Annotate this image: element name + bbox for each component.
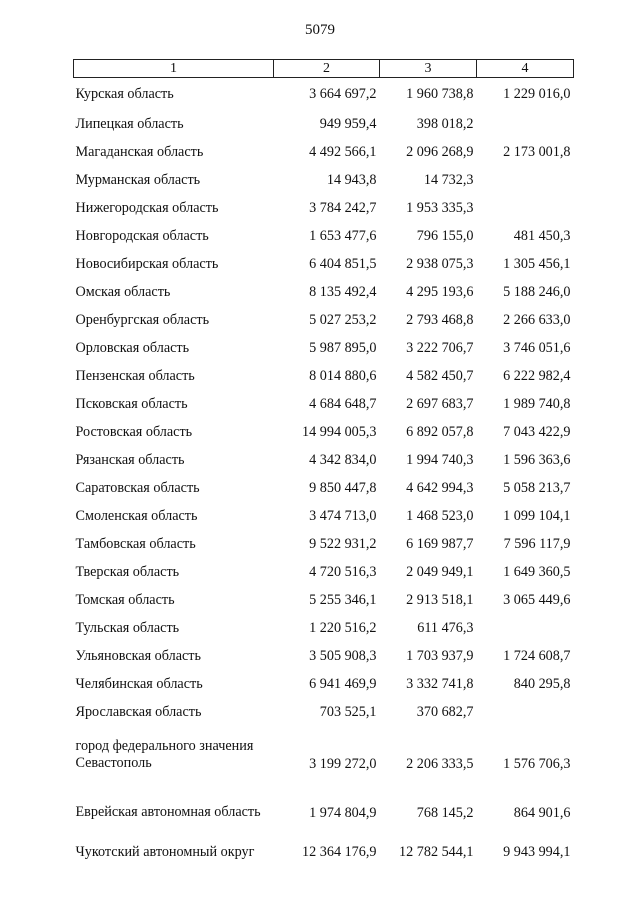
value-col-2: 5 255 346,1 <box>309 592 377 608</box>
value-col-4: 2 173 001,8 <box>503 144 571 160</box>
region-name: Мурманская область <box>75 172 201 188</box>
value-col-2: 3 664 697,2 <box>309 86 377 102</box>
region-name: Ростовская область <box>75 424 193 440</box>
region-name: Ярославская область <box>75 704 202 720</box>
value-col-3: 796 155,0 <box>416 228 474 244</box>
value-col-2: 3 505 908,3 <box>309 648 377 664</box>
table-row <box>74 334 574 362</box>
region-name: Магаданская область <box>75 144 204 160</box>
table-row <box>74 278 574 306</box>
table-row <box>74 306 574 334</box>
value-col-3: 2 206 333,5 <box>406 756 474 772</box>
table-row <box>74 670 574 698</box>
value-col-3: 2 793 468,8 <box>406 312 474 328</box>
region-name: Пензенская область <box>75 368 195 384</box>
value-col-2: 703 525,1 <box>319 704 377 720</box>
value-col-2: 9 850 447,8 <box>309 480 377 496</box>
table-row <box>74 726 574 775</box>
region-name: Липецкая область <box>75 116 184 132</box>
value-col-3: 2 096 268,9 <box>406 144 474 160</box>
region-name: Саратовская область <box>75 480 200 496</box>
value-col-3: 4 642 994,3 <box>406 480 474 496</box>
value-col-2: 949 959,4 <box>319 116 377 132</box>
regions-table <box>73 59 574 864</box>
value-col-3: 1 994 740,3 <box>406 452 474 468</box>
value-col-3: 4 582 450,7 <box>406 368 474 384</box>
table-row <box>74 166 574 194</box>
value-col-3: 1 468 523,0 <box>406 508 474 524</box>
value-col-3: 2 049 949,1 <box>406 564 474 580</box>
value-col-4: 1 724 608,7 <box>503 648 571 664</box>
value-col-3: 2 938 075,3 <box>406 256 474 272</box>
value-col-4 <box>477 194 574 222</box>
value-col-3: 611 476,3 <box>417 620 474 636</box>
value-col-3: 2 697 683,7 <box>406 396 474 412</box>
column-header-3: 3 <box>380 60 477 78</box>
value-col-2: 4 684 648,7 <box>309 396 377 412</box>
region-name: Новосибирская область <box>75 256 219 272</box>
table-row <box>74 110 574 138</box>
region-name: Тверская область <box>75 564 180 580</box>
table-row <box>74 824 574 864</box>
value-col-2: 4 720 516,3 <box>309 564 377 580</box>
value-col-3: 12 782 544,1 <box>399 844 474 860</box>
value-col-4: 6 222 982,4 <box>503 368 571 384</box>
value-col-3: 3 332 741,8 <box>406 676 474 692</box>
value-col-2: 3 199 272,0 <box>309 756 377 772</box>
value-col-2: 3 784 242,7 <box>309 200 377 216</box>
value-col-2: 3 474 713,0 <box>309 508 377 524</box>
value-col-4: 7 043 422,9 <box>503 424 571 440</box>
value-col-4: 1 596 363,6 <box>503 452 571 468</box>
value-col-3: 370 682,7 <box>416 704 474 720</box>
table-row <box>74 642 574 670</box>
value-col-3: 14 732,3 <box>423 172 474 188</box>
value-col-2: 8 135 492,4 <box>309 284 377 300</box>
value-col-4 <box>477 698 574 726</box>
value-col-4: 3 065 449,6 <box>503 592 571 608</box>
value-col-2: 1 220 516,2 <box>309 620 377 636</box>
table-row <box>74 474 574 502</box>
value-col-3: 2 913 518,1 <box>406 592 474 608</box>
value-col-2: 5 027 253,2 <box>309 312 377 328</box>
region-name: Орловская область <box>75 340 190 356</box>
value-col-3: 3 222 706,7 <box>406 340 474 356</box>
value-col-3: 1 703 937,9 <box>406 648 474 664</box>
region-name: Оренбургская область <box>75 312 210 328</box>
value-col-4: 864 901,6 <box>513 805 571 821</box>
value-col-4 <box>477 166 574 194</box>
table-row <box>74 502 574 530</box>
table-row <box>74 250 574 278</box>
column-header-4: 4 <box>477 60 574 78</box>
value-col-4: 1 649 360,5 <box>503 564 571 580</box>
column-header-2: 2 <box>274 60 380 78</box>
region-name: Новгородская область <box>75 228 209 244</box>
region-name: Смоленская область <box>75 508 198 524</box>
value-col-2: 8 014 880,6 <box>309 368 377 384</box>
value-col-4 <box>477 614 574 642</box>
region-name: Тульская область <box>75 620 180 636</box>
value-col-4: 1 229 016,0 <box>503 86 571 102</box>
region-name: Нижегородская область <box>75 200 219 216</box>
region-name: Ульяновская область <box>75 648 201 664</box>
table-row <box>74 586 574 614</box>
table-row <box>74 78 574 111</box>
value-col-4: 5 058 213,7 <box>503 480 571 496</box>
column-header-1: 1 <box>74 60 274 78</box>
page-number: 5079 <box>305 22 335 38</box>
table-row <box>74 194 574 222</box>
value-col-3: 6 169 987,7 <box>406 536 474 552</box>
value-col-4: 1 305 456,1 <box>503 256 571 272</box>
region-name: Рязанская область <box>75 452 185 468</box>
value-col-2: 14 994 005,3 <box>302 424 377 440</box>
value-col-4: 9 943 994,1 <box>503 844 571 860</box>
table-row <box>74 530 574 558</box>
region-name: Чукотский автономный округ <box>75 844 255 860</box>
value-col-2: 4 342 834,0 <box>309 452 377 468</box>
table-row <box>74 558 574 586</box>
region-name: Челябинская область <box>75 676 203 692</box>
table-row <box>74 775 574 824</box>
region-name: Тамбовская область <box>75 536 196 552</box>
value-col-3: 4 295 193,6 <box>406 284 474 300</box>
value-col-4: 1 989 740,8 <box>503 396 571 412</box>
value-col-4: 840 295,8 <box>513 676 571 692</box>
region-name: Еврейская автономная область <box>75 804 261 820</box>
table-row <box>74 418 574 446</box>
value-col-2: 6 404 851,5 <box>309 256 377 272</box>
table-row <box>74 446 574 474</box>
region-name: Томская область <box>75 592 175 608</box>
value-col-3: 6 892 057,8 <box>406 424 474 440</box>
value-col-4: 481 450,3 <box>513 228 571 244</box>
table-row <box>74 614 574 642</box>
table-row <box>74 138 574 166</box>
value-col-2: 5 987 895,0 <box>309 340 377 356</box>
value-col-2: 12 364 176,9 <box>302 844 377 860</box>
value-col-4: 3 746 051,6 <box>503 340 571 356</box>
value-col-4: 2 266 633,0 <box>503 312 571 328</box>
value-col-3: 398 018,2 <box>416 116 474 132</box>
value-col-2: 1 974 804,9 <box>309 805 377 821</box>
region-name: город федерального значения Севастополь <box>75 738 254 771</box>
value-col-3: 1 960 738,8 <box>406 86 474 102</box>
value-col-4: 1 576 706,3 <box>503 756 571 772</box>
value-col-4: 5 188 246,0 <box>503 284 571 300</box>
table-body <box>74 78 574 865</box>
table-row <box>74 222 574 250</box>
table-row <box>74 698 574 726</box>
value-col-2: 1 653 477,6 <box>309 228 377 244</box>
value-col-4 <box>477 110 574 138</box>
region-name: Омская область <box>75 284 171 300</box>
value-col-2: 6 941 469,9 <box>309 676 377 692</box>
value-col-2: 4 492 566,1 <box>309 144 377 160</box>
region-name: Курская область <box>75 86 174 102</box>
value-col-4: 1 099 104,1 <box>503 508 571 524</box>
value-col-2: 14 943,8 <box>326 172 377 188</box>
value-col-3: 768 145,2 <box>416 805 474 821</box>
table-row <box>74 390 574 418</box>
value-col-4: 7 596 117,9 <box>503 536 571 552</box>
table-row <box>74 362 574 390</box>
header-row <box>74 60 574 78</box>
table-header <box>74 60 574 78</box>
value-col-3: 1 953 335,3 <box>406 200 474 216</box>
region-name: Псковская область <box>75 396 188 412</box>
value-col-2: 9 522 931,2 <box>309 536 377 552</box>
